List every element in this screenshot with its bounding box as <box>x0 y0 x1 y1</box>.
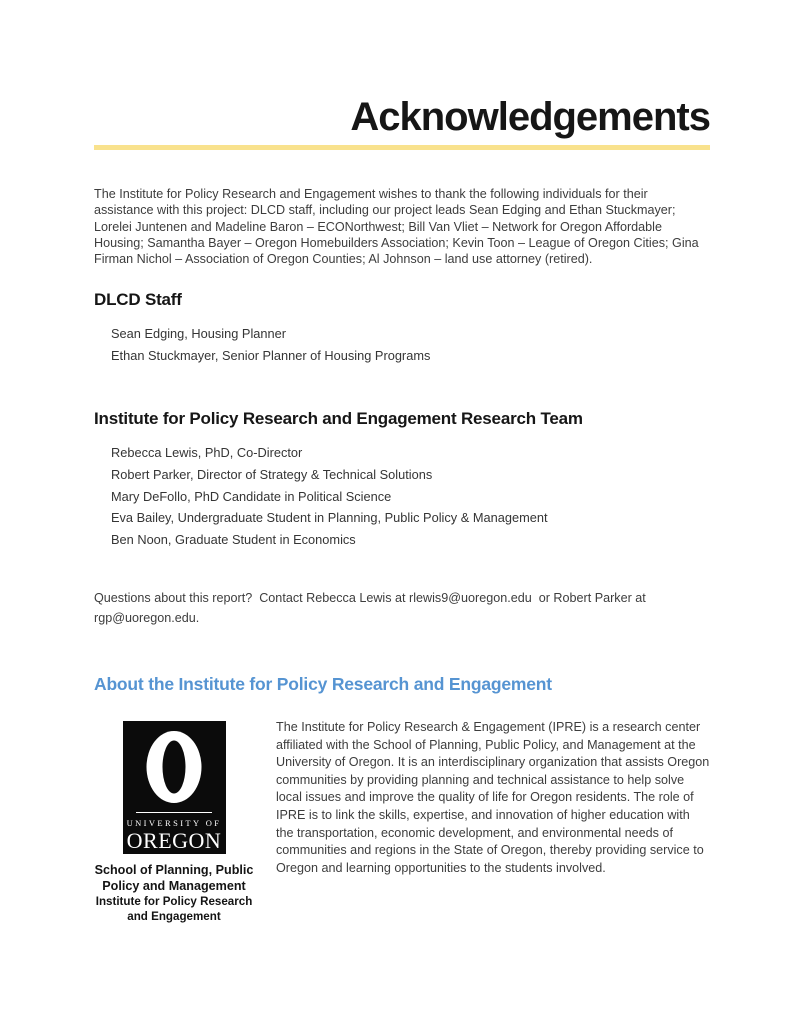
dlcd-staff-list <box>111 323 710 367</box>
title-underline-rule <box>94 145 710 150</box>
university-logo-column <box>94 719 254 924</box>
page-title: Acknowledgements <box>350 95 710 139</box>
university-of-oregon-logo <box>123 721 226 854</box>
research-team-list <box>111 442 710 551</box>
about-section-row <box>94 719 710 924</box>
contact-paragraph: Questions about this report? Contact Rebecca Lewis at rlewis9@uoregon.edu or Robert Parker at rgp@uoregon.edu. <box>94 591 650 625</box>
list-item: Mary DeFollo, PhD Candidate in Political Science <box>111 488 392 504</box>
list-item: Robert Parker, Director of Strategy & Technical Solutions <box>111 466 433 482</box>
logo-oregon-text: OREGON <box>126 828 222 854</box>
logo-caption-school: School of Planning, Public Policy and Management <box>94 863 254 893</box>
list-item: Ben Noon, Graduate Student in Economics <box>111 532 356 548</box>
section-heading-research-team: Institute for Policy Research and Engagement Research Team <box>94 409 583 429</box>
about-body-paragraph: The Institute for Policy Research & Engagement (IPRE) is a research center affiliated with the School of Planning, Public Policy, and Management at the University of Oregon. It is an interdisciplinary organization that assists Oregon communities by providing planning and technical assistance to help solve local issues and improve the quality of life for Oregon residents. The role of IPRE is to link the skills, expertise, and innovation of higher education with the transportation, economic development, and environmental needs of communities and regions in the State of Oregon, thereby providing service to Oregon and learning opportunities to the students involved. <box>276 720 710 875</box>
list-item: Rebecca Lewis, PhD, Co-Director <box>111 445 303 461</box>
about-section-heading: About the Institute for Policy Research and Engagement <box>94 674 552 695</box>
oregon-o-icon <box>145 730 203 804</box>
logo-university-of-text: UNIVERSITY OF <box>126 818 222 829</box>
list-item: Ethan Stuckmayer, Senior Planner of Housing Programs <box>111 348 431 364</box>
logo-divider-rule <box>136 812 212 813</box>
acknowledgements-intro-paragraph: The Institute for Policy Research and Engagement wishes to thank the following individuals for their assistance with this project: DLCD staff, including our project leads Sean Edging and Ethan Stuckmayer; Lorelei Juntenen and Madeline Baron – ECONorthwest; Bill Van Vliet – Network for Oregon Affordable Housing; Samantha Bayer – Oregon Homebuilders Association; Kevin Toon – League of Oregon Cities; Gina Firman Nichol – Association of Oregon Counties; Al Johnson – land use attorney (retired). <box>94 187 699 267</box>
logo-caption-institute: Institute for Policy Research and Engagement <box>95 895 253 924</box>
list-item: Sean Edging, Housing Planner <box>111 326 287 342</box>
section-heading-dlcd-staff: DLCD Staff <box>94 290 182 310</box>
list-item: Eva Bailey, Undergraduate Student in Planning, Public Policy & Management <box>111 510 548 526</box>
